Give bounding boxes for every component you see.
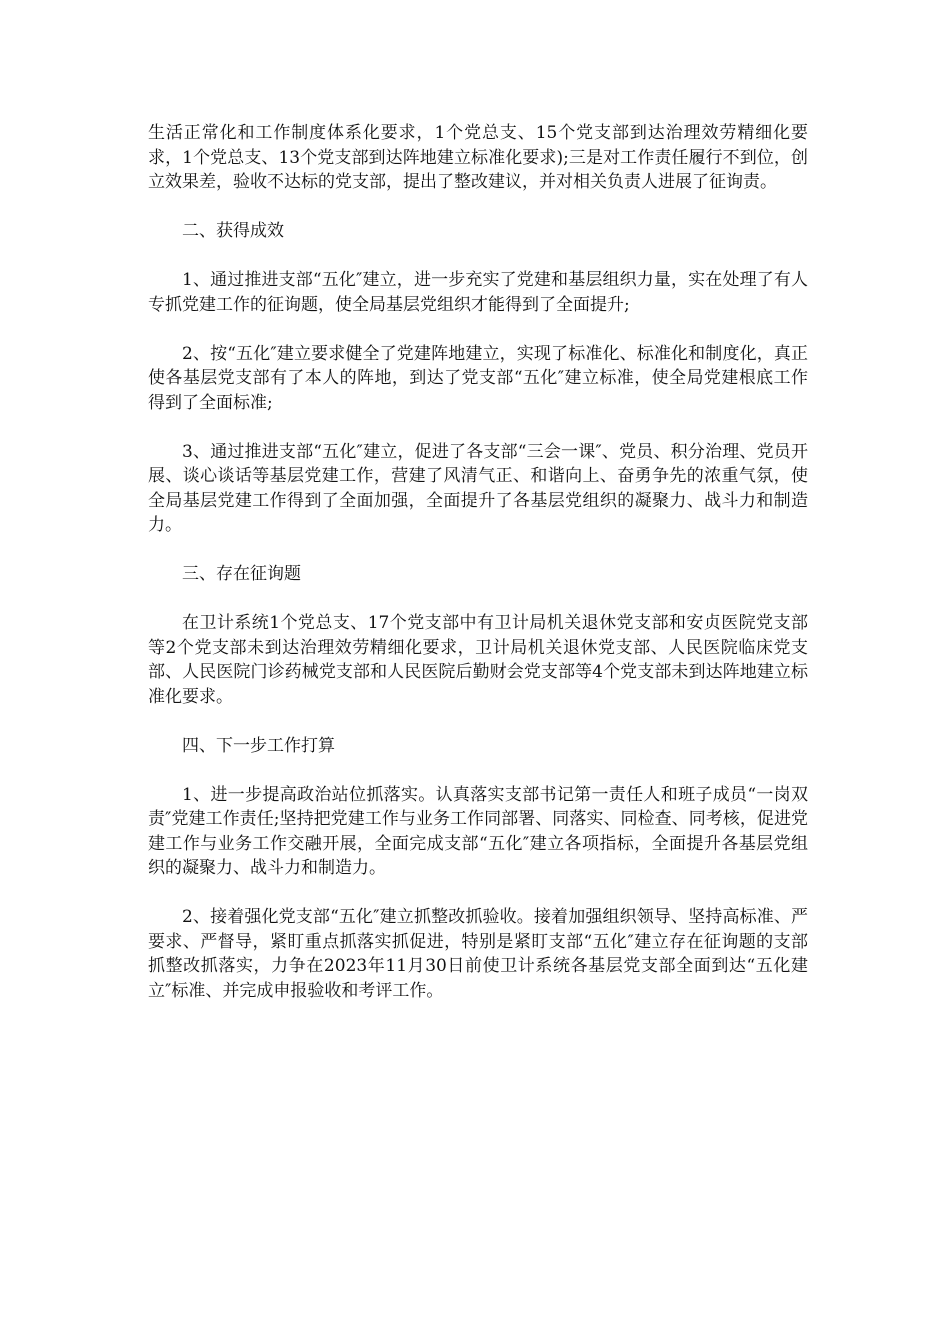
section-heading-next-steps: 四、下一步工作打算 xyxy=(182,735,335,756)
section-heading-results: 二、获得成效 xyxy=(182,221,284,241)
paragraph-problems: 在卫计系统1个党总支、17个党支部中有卫计局机关退休党支部和安贞医院党支部等2个党支部未到达治理效劳精细化要求，卫计局机关退休党支部、人民医院临床党支部、人民医院门诊药械党支部和人民医院后勤财会党支部等4个党支部未到达阵地建立标准化要求。 xyxy=(148,613,808,707)
paragraph-result-1: 1、通过推进支部“五化″建立，进一步充实了党建和基层组织力量，实在处理了有人专抓党建工作的征询题，使全局基层党组织才能得到了全面提升; xyxy=(148,270,808,315)
paragraph-next-step-2: 2、接着强化党支部“五化″建立抓整改抓验收。接着加强组织领导、坚持高标准、严要求、严督导，紧盯重点抓落实抓促进，特别是紧盯支部“五化″建立存在征询题的支部抓整改抓落实，力争在2023年11月30日前使卫计系统各基层党支部全面到达“五化建立″标准、并完成申报验收和考评工作。 xyxy=(148,907,808,1001)
paragraph-continuation: 生活正常化和工作制度体系化要求，1个党总支、15个党支部到达治理效劳精细化要求，1个党总支、13个党支部到达阵地建立标准化要求);三是对工作责任履行不到位，创立效果差，验收不达标的党支部，提出了整改建议，并对相关负责人进展了征询责。 xyxy=(148,123,808,192)
paragraph-next-step-1: 1、进一步提高政治站位抓落实。认真落实支部书记第一责任人和班子成员“一岗双责″党建工作责任;坚持把党建工作与业务工作同部署、同落实、同检查、同考核，促进党建工作与业务工作交融开展，全面完成支部“五化″建立各项指标，全面提升各基层党组织的凝聚力、战斗力和制造力。 xyxy=(148,784,808,878)
section-heading-problems: 三、存在征询题 xyxy=(182,564,301,584)
document-body xyxy=(148,121,808,1028)
paragraph-result-2: 2、按“五化″建立要求健全了党建阵地建立，实现了标准化、标准化和制度化，真正使各基层党支部有了本人的阵地，到达了党支部“五化″建立标准，使全局党建根底工作得到了全面标准; xyxy=(148,343,808,413)
paragraph-result-3: 3、通过推进支部“五化″建立，促进了各支部“三会一课″、党员、积分治理、党员开展、谈心谈话等基层党建工作，营建了风清气正、和谐向上、奋勇争先的浓重气氛，使全局基层党建工作得到了全面加强，全面提升了各基层党组织的凝聚力、战斗力和制造力。 xyxy=(148,441,808,535)
